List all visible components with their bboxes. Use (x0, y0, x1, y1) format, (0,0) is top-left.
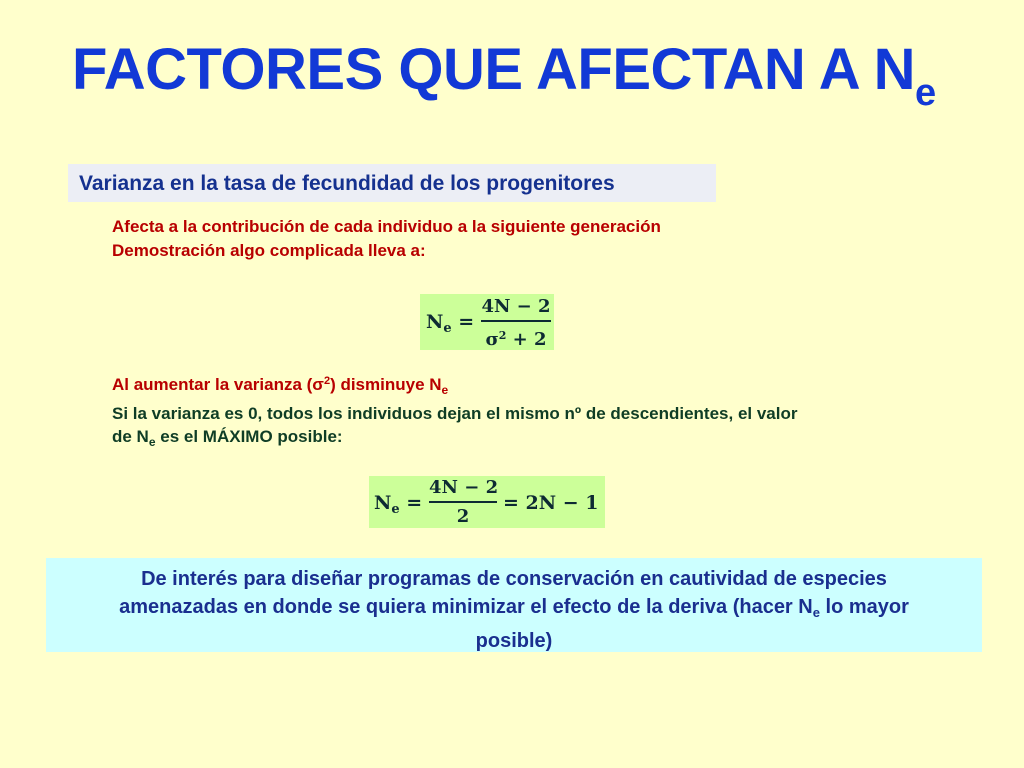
formula-maximum-rhs: = 2N − 1 (503, 492, 599, 514)
slide-title-main: FACTORES QUE AFECTAN A N (72, 37, 915, 102)
formula-variance-fraction (481, 295, 551, 352)
explanation-line-3: de $N_e$ es el MÁXIMO posible: (112, 427, 343, 449)
explanation-text (112, 370, 798, 454)
intro-text (112, 215, 661, 263)
explanation-line-1: Al aumentar la varianza $(\sigma^2)$ disminuye $N_e$ (112, 375, 449, 397)
fraction-bar (429, 501, 497, 503)
callout-line-3: posible) (475, 630, 553, 652)
explanation-line-2: Si la varianza es 0, todos los individuos dejan el mismo nº de descendientes, el valor (112, 404, 798, 423)
section-heading: Varianza en la tasa de fecundidad de los progenitores (79, 172, 615, 195)
formula-maximum-lhs: $N_e$ = (374, 492, 423, 517)
formula-variance (420, 294, 554, 350)
intro-line-1: Afecta a la contribución de cada individuo a la siguiente generación (112, 217, 661, 236)
slide-title (72, 36, 936, 115)
formula-maximum (369, 476, 605, 528)
slide-title-subscript: e (915, 72, 936, 114)
conservation-callout (46, 558, 982, 652)
section-heading-box (68, 164, 716, 202)
intro-line-2: Demostración algo complicada lleva a: (112, 241, 426, 260)
formula-maximum-denominator: 2 (456, 505, 470, 527)
callout-line-2: amenazadas en donde se quiera minimizar el efecto de la deriva (hacer $N_e$ lo mayor (119, 596, 909, 620)
formula-variance-denominator: $\sigma^2 + 2$ (485, 328, 547, 350)
callout-line-1: De interés para diseñar programas de conservación en cautividad de especies (141, 568, 887, 590)
formula-maximum-numerator: 4N − 2 (429, 477, 499, 498)
fraction-bar (481, 320, 551, 322)
formula-maximum-fraction (429, 476, 497, 529)
formula-variance-numerator: 4N − 2 (481, 296, 551, 317)
formula-variance-lhs: $N_e$ = (426, 311, 475, 336)
